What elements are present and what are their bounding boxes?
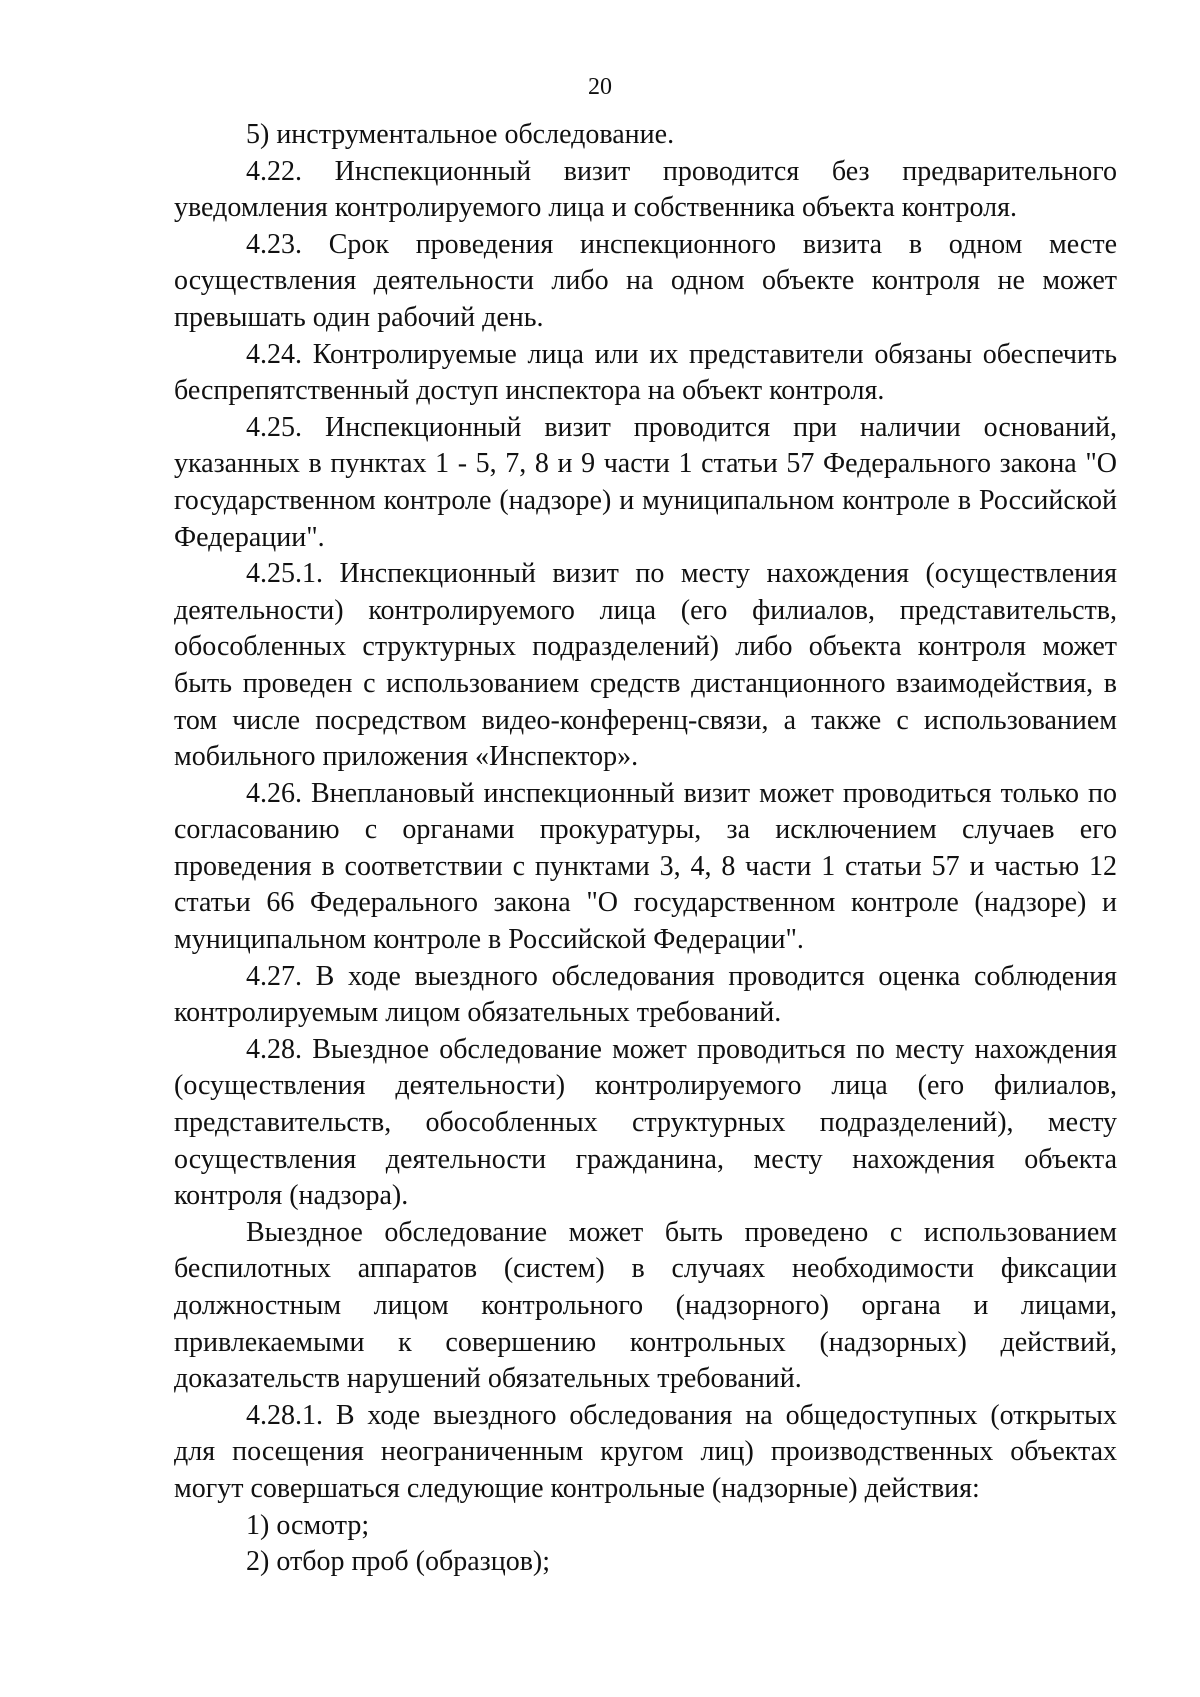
paragraph-4-25: 4.25. Инспекционный визит проводится при наличии оснований, указанных в пунктах 1 - 5, 7, 8 и 9 части 1 статьи 57 Федерального закона "О государственном контроле (надзоре) и муниципальном контроле в Российской Федерации".: [174, 411, 1117, 553]
list-item-inspection: 1) осмотр;: [246, 1509, 370, 1541]
page-number: 20: [588, 74, 612, 100]
paragraph-4-23: 4.23. Срок проведения инспекционного визита в одном месте осуществления деятельности либо на одном объекте контроля не может превышать один рабочий день.: [174, 228, 1117, 333]
document-body: [174, 117, 1117, 1581]
paragraph-4-22: 4.22. Инспекционный визит проводится без предварительного уведомления контролируемого лица и собственника объекта контроля.: [174, 155, 1117, 224]
list-item-sampling: 2) отбор проб (образцов);: [246, 1546, 551, 1578]
paragraph-4-25-1: 4.25.1. Инспекционный визит по месту нахождения (осуществления деятельности) контролируемого лица (его филиалов, представительств, обособленных структурных подразделений) либо объекта контроля может быть проведен с использованием средств дистанционного взаимодействия, в том числе посредством видео-конференц-связи, а также с использованием мобильного приложения «Инспектор».: [174, 558, 1117, 773]
paragraph-drone-survey: Выездное обследование может быть проведено с использованием беспилотных аппаратов (систем) в случаях необходимости фиксации должностным лицом контрольного (надзорного) органа и лицами, привлекаемыми к совершению контрольных (надзорных) действий, доказательств нарушений обязательных требований.: [174, 1216, 1117, 1395]
paragraph-4-26: 4.26. Внеплановый инспекционный визит может проводиться только по согласованию с органами прокуратуры, за исключением случаев его проведения в соответствии с пунктами 3, 4, 8 части 1 статьи 57 и частью 12 статьи 66 Федерального закона "О государственном контроле (надзоре) и муниципальном контроле в Российской Федерации".: [174, 777, 1117, 956]
paragraph-4-27: 4.27. В ходе выездного обследования проводится оценка соблюдения контролируемым лицом обязательных требований.: [174, 960, 1117, 1029]
paragraph-4-28: 4.28. Выездное обследование может проводиться по месту нахождения (осуществления деятельности) контролируемого лица (его филиалов, представительств, обособленных структурных подразделений), месту осуществления деятельности гражданина, месту нахождения объекта контроля (надзора).: [174, 1033, 1117, 1212]
paragraph-item-5-instrumental-survey: 5) инструментальное обследование.: [246, 119, 675, 150]
paragraph-4-28-1: 4.28.1. В ходе выездного обследования на общедоступных (открытых для посещения неограниченным кругом лиц) производственных объектах могут совершаться следующие контрольные (надзорные) действия:: [174, 1399, 1117, 1504]
paragraph-4-24: 4.24. Контролируемые лица или их представители обязаны обеспечить беспрепятственный доступ инспектора на объект контроля.: [174, 338, 1117, 407]
